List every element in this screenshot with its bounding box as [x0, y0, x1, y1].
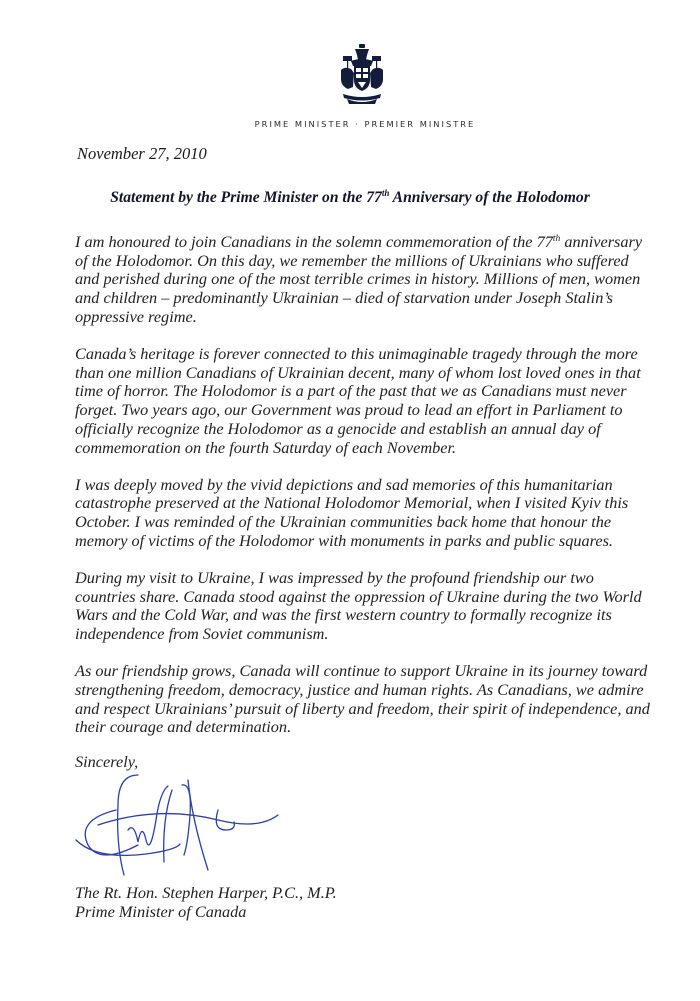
paragraph-text: anniversary of the Holodomor. On this day, we remember the millions of Ukrainians who suffered and perished during one of the most terrible crimes in history. Millions of men, women and children – predominantly Ukrainian – died of starvation under Joseph Stalin’s oppressive regime.	[75, 232, 643, 326]
coat-of-arms-icon	[337, 44, 387, 106]
ordinal-superscript: th	[552, 234, 561, 244]
letterhead-office: PRIME MINISTER · PREMIER MINISTRE	[254, 119, 476, 129]
paragraph: Canada’s heritage is forever connected to this unimaginable tragedy through the more than one million Canadians of Ukrainian decent, many of whom lost loved ones in that time of horror. The Holodomor is a part of the past that we as Canadians must never forget. Two years ago, our Government was proud to lead an effort in Parliament to officially recognize the Holodomor as a genocide and establish an annual day of commemoration on the fourth Saturday of each November.	[75, 344, 641, 457]
paragraph: During my visit to Ukraine, I was impressed by the profound friendship our two countries share. Canada stood against the oppression of Ukraine during the two World Wars and the Cold War, and was the first western country to formally recognize its independence from Soviet communism.	[75, 568, 642, 644]
signatory-name: The Rt. Hon. Stephen Harper, P.C., M.P.	[75, 883, 337, 902]
signature-icon	[68, 770, 288, 885]
title-text: Statement by the Prime Minister on the 77	[110, 189, 382, 206]
letter-body	[75, 233, 655, 756]
signatory-block	[75, 884, 337, 921]
letter-date: November 27, 2010	[77, 144, 207, 163]
paragraph-text: I am honoured to join Canadians in the solemn commemoration of the 77	[75, 232, 553, 251]
signatory-title: Prime Minister of Canada	[75, 901, 247, 921]
title-text-end: Anniversary of the Holodomor	[389, 189, 590, 206]
statement-title	[0, 189, 700, 207]
title-ordinal: th	[381, 188, 390, 198]
closing-salutation: Sincerely,	[75, 752, 139, 771]
paragraph	[75, 233, 655, 327]
paragraph: As our friendship grows, Canada will continue to support Ukraine in its journey toward strengthening freedom, democracy, justice and human rights. As Canadians, we admire and respect Ukrainians’ pursuit of liberty and freedom, their spirit of independence, and their courage and determination.	[75, 661, 650, 737]
paragraph: I was deeply moved by the vivid depictions and sad memories of this humanitarian catastrophe preserved at the National Holodomor Memorial, when I visited Kyiv this October. I was reminded of the Ukrainian communities back home that honour the memory of victims of the Holodomor with monuments in parks and public squares.	[75, 474, 629, 550]
